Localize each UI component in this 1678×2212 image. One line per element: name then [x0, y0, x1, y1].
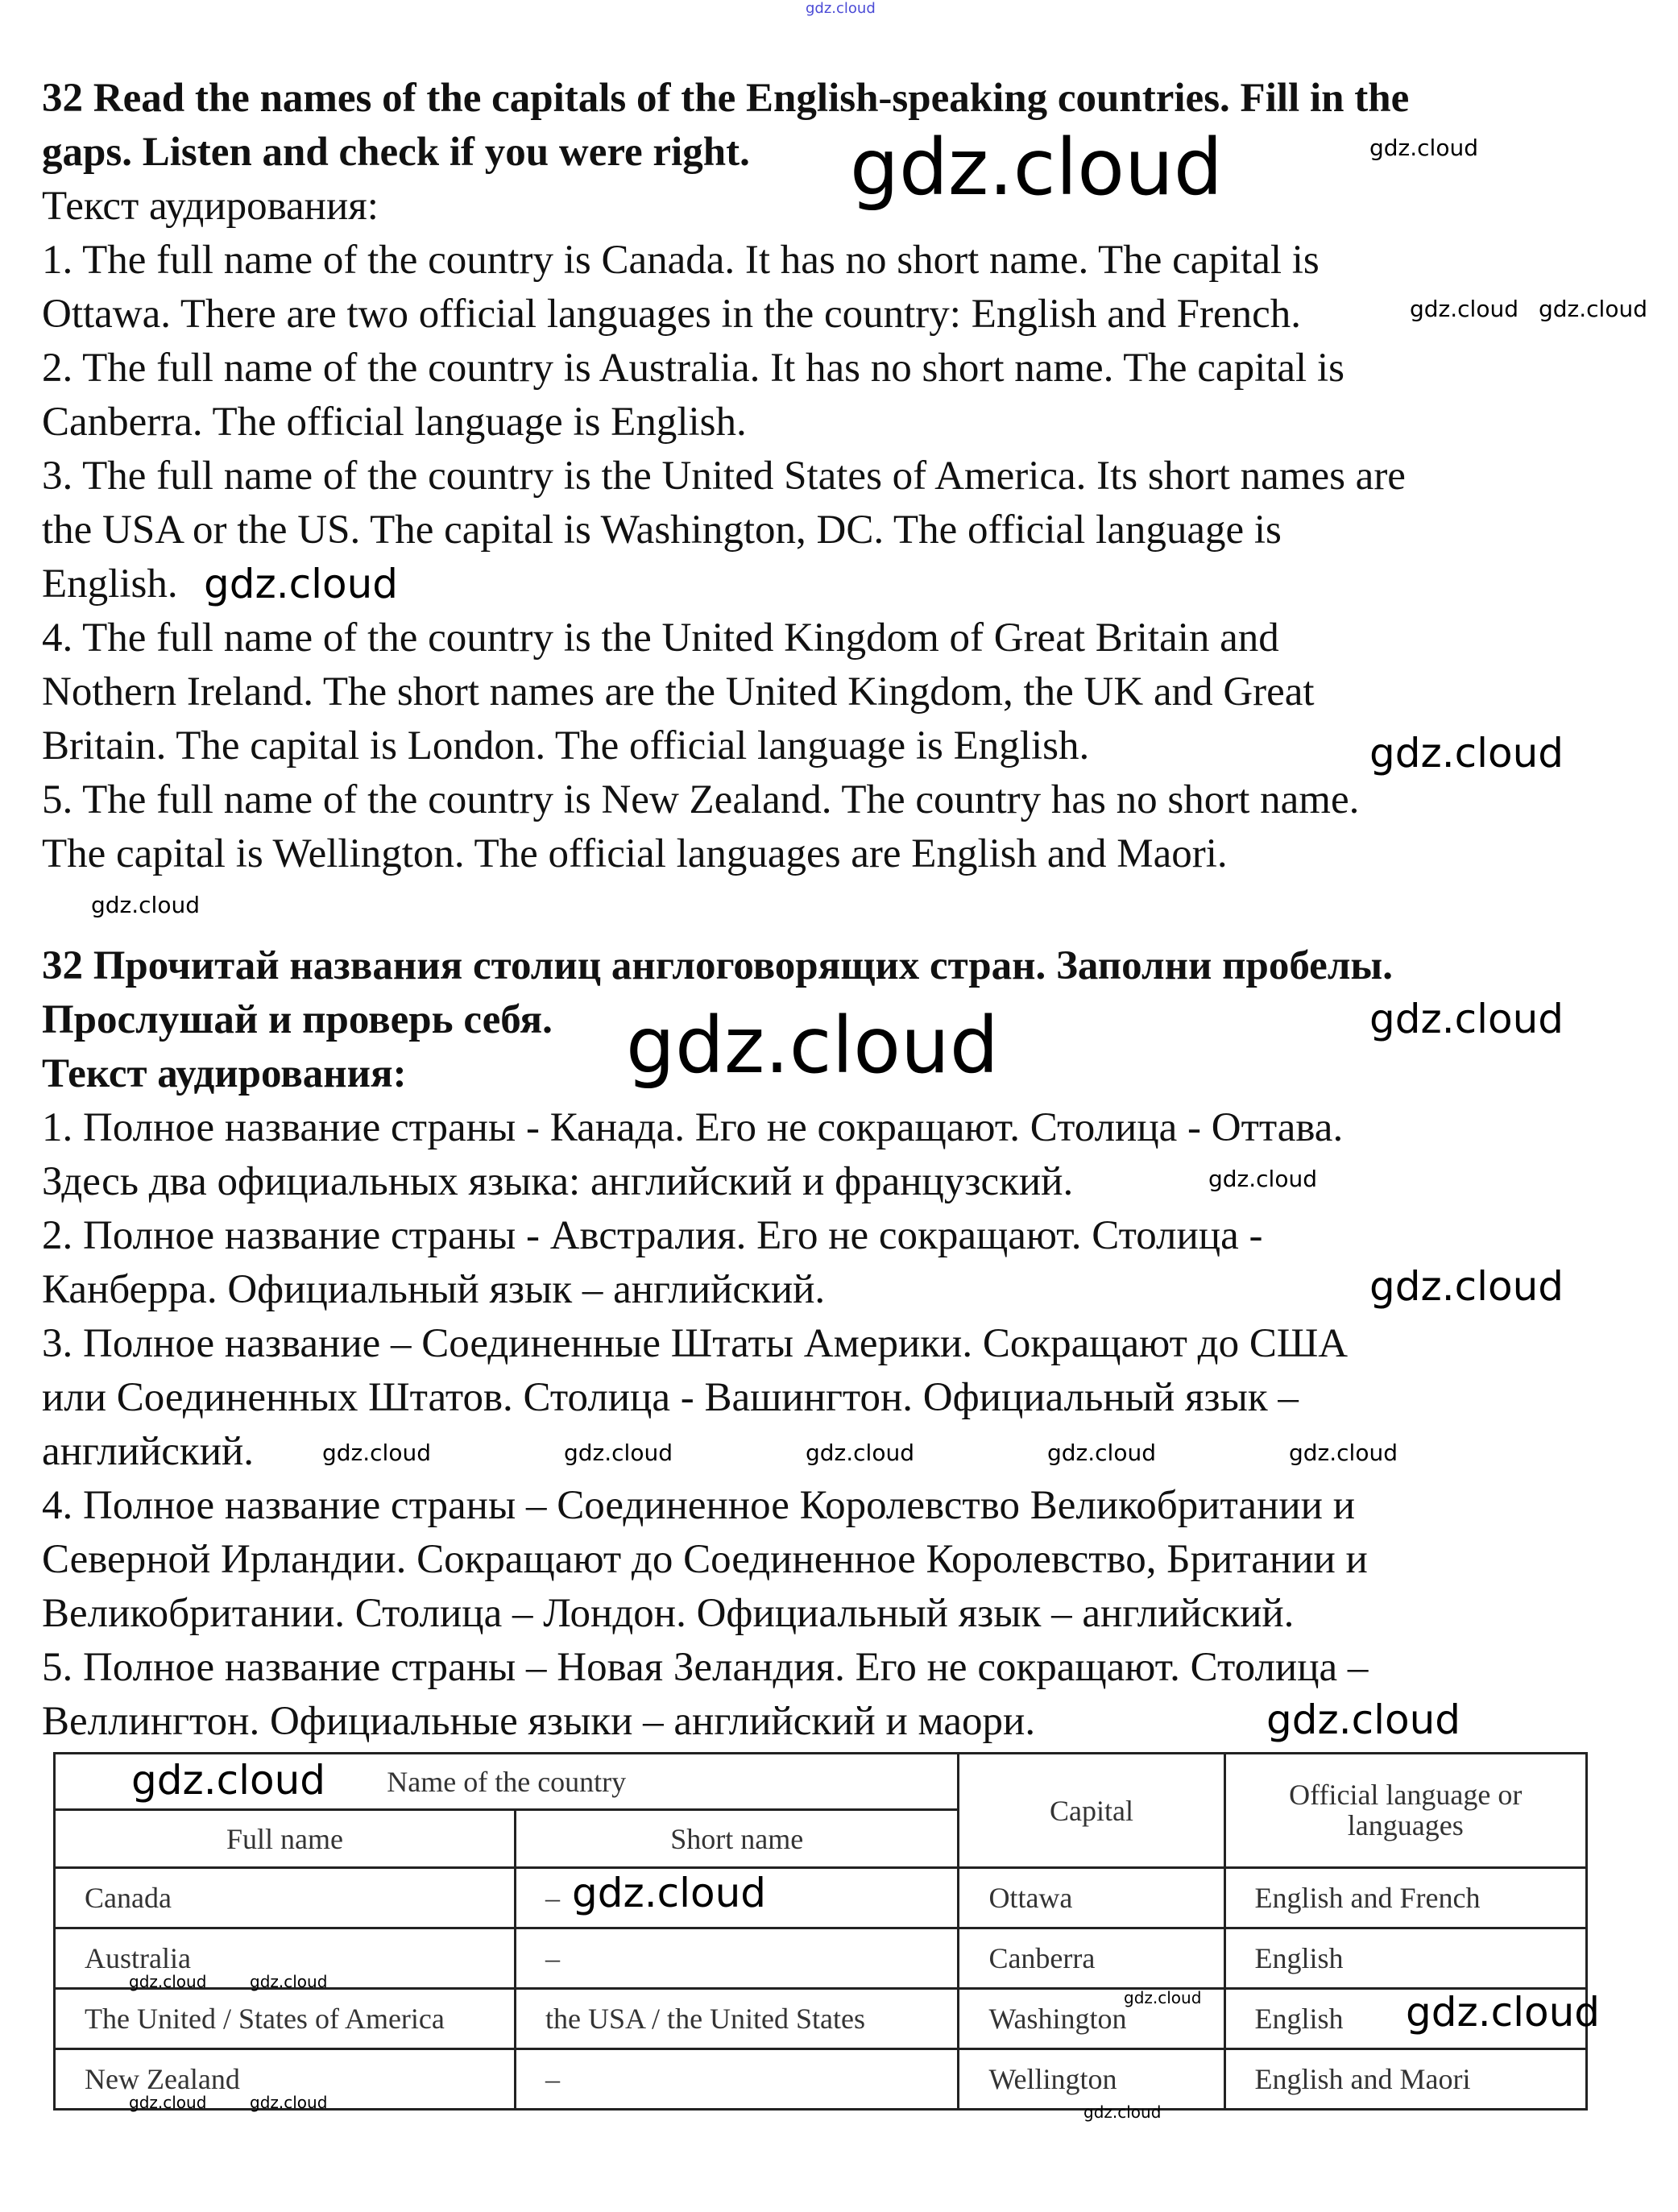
paragraph-line: Nothern Ireland. The short names are the United Kingdom, the UK and Great [42, 669, 1315, 715]
paragraph-line: 4. Полное название страны – Соединенное Королевство Великобритании и [42, 1483, 1355, 1528]
paragraph-line: 5. The full name of the country is New Zealand. The country has no short name. [42, 777, 1360, 822]
header-language-cell [1224, 1754, 1587, 1868]
paragraph-line: 2. Полное название страны - Австралия. Его не сокращают. Столица - [42, 1213, 1263, 1258]
header-full-name: Full name [226, 1822, 344, 1855]
cell-language-cell [1224, 1868, 1587, 1928]
watermark: gdz.cloud [129, 2093, 207, 2112]
paragraph-line: Canberra. The official language is English. [42, 400, 747, 445]
paragraph-line: или Соединенных Штатов. Столица - Вашингтон. Официальный язык – [42, 1375, 1299, 1420]
watermark: gdz.cloud [250, 2093, 328, 2112]
watermark: gdz.cloud [806, 1439, 914, 1466]
watermark: gdz.cloud [91, 892, 200, 918]
watermark: gdz.cloud [1406, 1989, 1601, 2036]
watermark: gdz.cloud [1047, 1439, 1156, 1466]
paragraph-line: английский. [42, 1429, 255, 1474]
cell-language: English [1254, 2003, 1344, 2035]
watermark: gdz.cloud [1369, 996, 1564, 1042]
cell-full-name: The United / States of America [85, 2003, 445, 2035]
cell-full-name: Australia [85, 1942, 191, 1974]
header-short-name-cell [516, 1810, 959, 1868]
cell-full-name: Canada [85, 1882, 172, 1914]
cell-language: English and Maori [1254, 2063, 1471, 2095]
cell-short-name: the USA / the United States [545, 2003, 866, 2035]
cell-short-name: – [545, 1882, 561, 1914]
paragraph-line: Канберра. Официальный язык – английский. [42, 1267, 826, 1312]
paragraph-line: 2. The full name of the country is Australia. It has no short name. The capital is [42, 346, 1344, 391]
cell-full-name: New Zealand [85, 2063, 240, 2095]
paragraph-line: 3. Полное название – Соединенные Штаты Америки. Сокращают до США [42, 1321, 1349, 1366]
heading-line: Прослушай и проверь себя. [42, 997, 553, 1042]
watermark: gdz.cloud [1410, 296, 1518, 322]
cell-short-name-cell [516, 1928, 959, 1989]
cell-capital: Ottawa [988, 1882, 1073, 1914]
watermark: gdz.cloud [806, 0, 876, 17]
cell-capital: Washington [988, 2003, 1127, 2035]
cell-language: English [1254, 1942, 1344, 1974]
cell-language-cell [1224, 1928, 1587, 1989]
watermark: gdz.cloud [850, 122, 1223, 213]
cell-capital-cell [959, 1928, 1224, 1989]
watermark: gdz.cloud [129, 1972, 207, 1991]
cell-full-name-cell [55, 1989, 516, 2049]
cell-language-cell [1224, 2049, 1587, 2110]
watermark: gdz.cloud [131, 1757, 326, 1804]
watermark: gdz.cloud [1083, 2102, 1162, 2122]
listening-label: Текст аудирования: [42, 1051, 407, 1096]
paragraph-line: 1. Полное название страны - Канада. Его не сокращают. Столица - Оттава. [42, 1105, 1344, 1150]
heading-line: gaps. Listen and check if you were right. [42, 130, 750, 175]
watermark: gdz.cloud [1369, 730, 1564, 777]
watermark: gdz.cloud [204, 561, 399, 607]
paragraph-line: 1. The full name of the country is Canada. It has no short name. The capital is [42, 238, 1320, 283]
watermark: gdz.cloud [1208, 1166, 1317, 1192]
watermark: gdz.cloud [626, 1000, 999, 1091]
heading-line: 32 Read the names of the capitals of the English-speaking countries. Fill in the [42, 76, 1410, 121]
table-row [55, 1989, 1587, 2049]
watermark: gdz.cloud [322, 1439, 431, 1466]
header-name-of-country: Name of the country [387, 1765, 627, 1798]
capitals-table [53, 1752, 1588, 2111]
cell-short-name: – [545, 1942, 561, 1974]
cell-capital: Wellington [988, 2063, 1117, 2095]
paragraph-line: Северной Ирландии. Сокращают до Соединенное Королевство, Британии и [42, 1537, 1368, 1582]
listening-label: Текст аудирования: [42, 184, 379, 229]
cell-capital-cell [959, 1868, 1224, 1928]
paragraph-line: Здесь два официальных языка: английский и французский. [42, 1159, 1074, 1204]
cell-language: English and French [1254, 1882, 1481, 1914]
watermark: gdz.cloud [564, 1439, 673, 1466]
watermark: gdz.cloud [1369, 1263, 1564, 1310]
watermark: gdz.cloud [1369, 135, 1478, 161]
cell-capital-cell [959, 2049, 1224, 2110]
cell-short-name: – [545, 2063, 561, 2095]
watermark: gdz.cloud [1266, 1696, 1461, 1743]
header-full-name-cell [55, 1810, 516, 1868]
paragraph-line: 3. The full name of the country is the United States of America. Its short names are [42, 454, 1406, 499]
paragraph-line: The capital is Wellington. The official languages are English and Maori. [42, 831, 1228, 876]
table-row [55, 1868, 1587, 1928]
paragraph-line: 4. The full name of the country is the United Kingdom of Great Britain and [42, 615, 1279, 661]
paragraph-line: Britain. The capital is London. The official language is English. [42, 723, 1090, 768]
paragraph-line: English. [42, 561, 178, 607]
heading-line: 32 Прочитай названия столиц англоговорящих стран. Заполни пробелы. [42, 943, 1393, 988]
watermark: gdz.cloud [1124, 1988, 1202, 2007]
watermark: gdz.cloud [1289, 1439, 1398, 1466]
cell-short-name-cell [516, 2049, 959, 2110]
cell-full-name-cell [55, 1868, 516, 1928]
paragraph-line: Ottawa. There are two official languages in the country: English and French. [42, 292, 1302, 337]
header-capital: Capital [1049, 1794, 1133, 1827]
header-language: Official language or languages [1289, 1778, 1523, 1841]
watermark: gdz.cloud [572, 1870, 767, 1916]
paragraph-line: Великобритании. Столица – Лондон. Официальный язык – английский. [42, 1591, 1295, 1636]
paragraph-line: Веллингтон. Официальные языки – английский и маори. [42, 1699, 1036, 1744]
header-short-name: Short name [670, 1822, 804, 1855]
watermark: gdz.cloud [1539, 296, 1647, 322]
cell-capital: Canberra [988, 1942, 1096, 1974]
header-capital-cell [959, 1754, 1224, 1868]
watermark: gdz.cloud [250, 1972, 328, 1991]
paragraph-line: the USA or the US. The capital is Washington, DC. The official language is [42, 507, 1282, 553]
cell-short-name-cell [516, 1989, 959, 2049]
paragraph-line: 5. Полное название страны – Новая Зеландия. Его не сокращают. Столица – [42, 1645, 1369, 1690]
